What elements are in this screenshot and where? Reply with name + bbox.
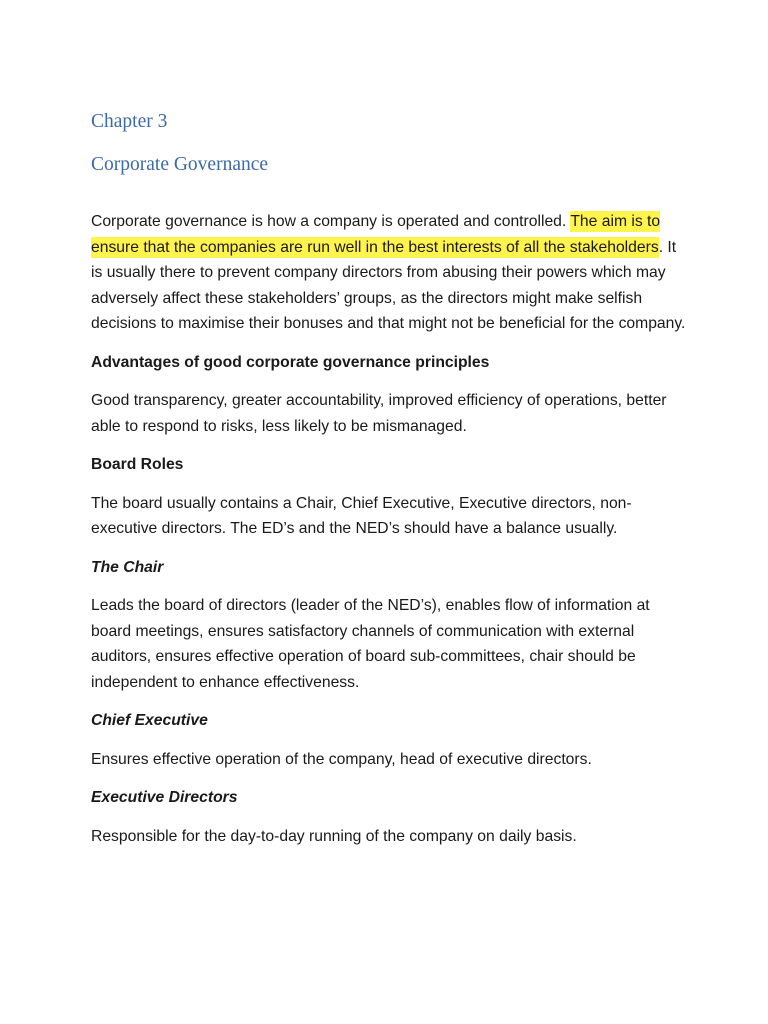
intro-highlighted-text: The aim is to ensure that the companies are run well in the best interests of all the stakeholders xyxy=(91,213,661,256)
section-heading-the-chair: The Chair xyxy=(91,558,164,576)
section-heading-chief-executive: Chief Executive xyxy=(91,712,208,729)
section-heading-executive-directors: Executive Directors xyxy=(91,789,238,806)
section-body-executive-directors: Responsible for the day-to-day running of the company on daily basis. xyxy=(91,827,577,845)
section-body-advantages: Good transparency, greater accountability, improved efficiency of operations, better able to respond to risks, less likely to be mismanaged. xyxy=(91,392,667,435)
section-heading-advantages: Advantages of good corporate governance principles xyxy=(91,353,490,371)
chapter-heading: Chapter 3 xyxy=(91,111,168,132)
page-title: Corporate Governance xyxy=(91,154,269,175)
section-body-chief-executive: Ensures effective operation of the company, head of executive directors. xyxy=(91,750,592,768)
section-heading-board-roles: Board Roles xyxy=(91,456,184,473)
section-body-the-chair: Leads the board of directors (leader of the NED’s), enables flow of information at board meetings, ensures satisfactory channels of communication with external auditors, ensures effective operation of board sub-committees, chair should be independent to enhance effectiveness. xyxy=(91,597,650,691)
intro-lead-text: Corporate governance is how a company is operated and controlled. xyxy=(91,213,571,230)
intro-paragraph xyxy=(91,209,691,337)
section-body-board-roles: The board usually contains a Chair, Chief Executive, Executive directors, non-executive directors. The ED’s and the NED’s should have a balance usually. xyxy=(91,494,632,537)
intro-rest-text: . It is usually there to prevent company directors from abusing their powers which may adversely affect these stakeholders’ groups, as the directors might make selfish decisions to maximise their bonuses and that might not be beneficial for the company. xyxy=(91,238,686,332)
document-content xyxy=(91,108,691,862)
